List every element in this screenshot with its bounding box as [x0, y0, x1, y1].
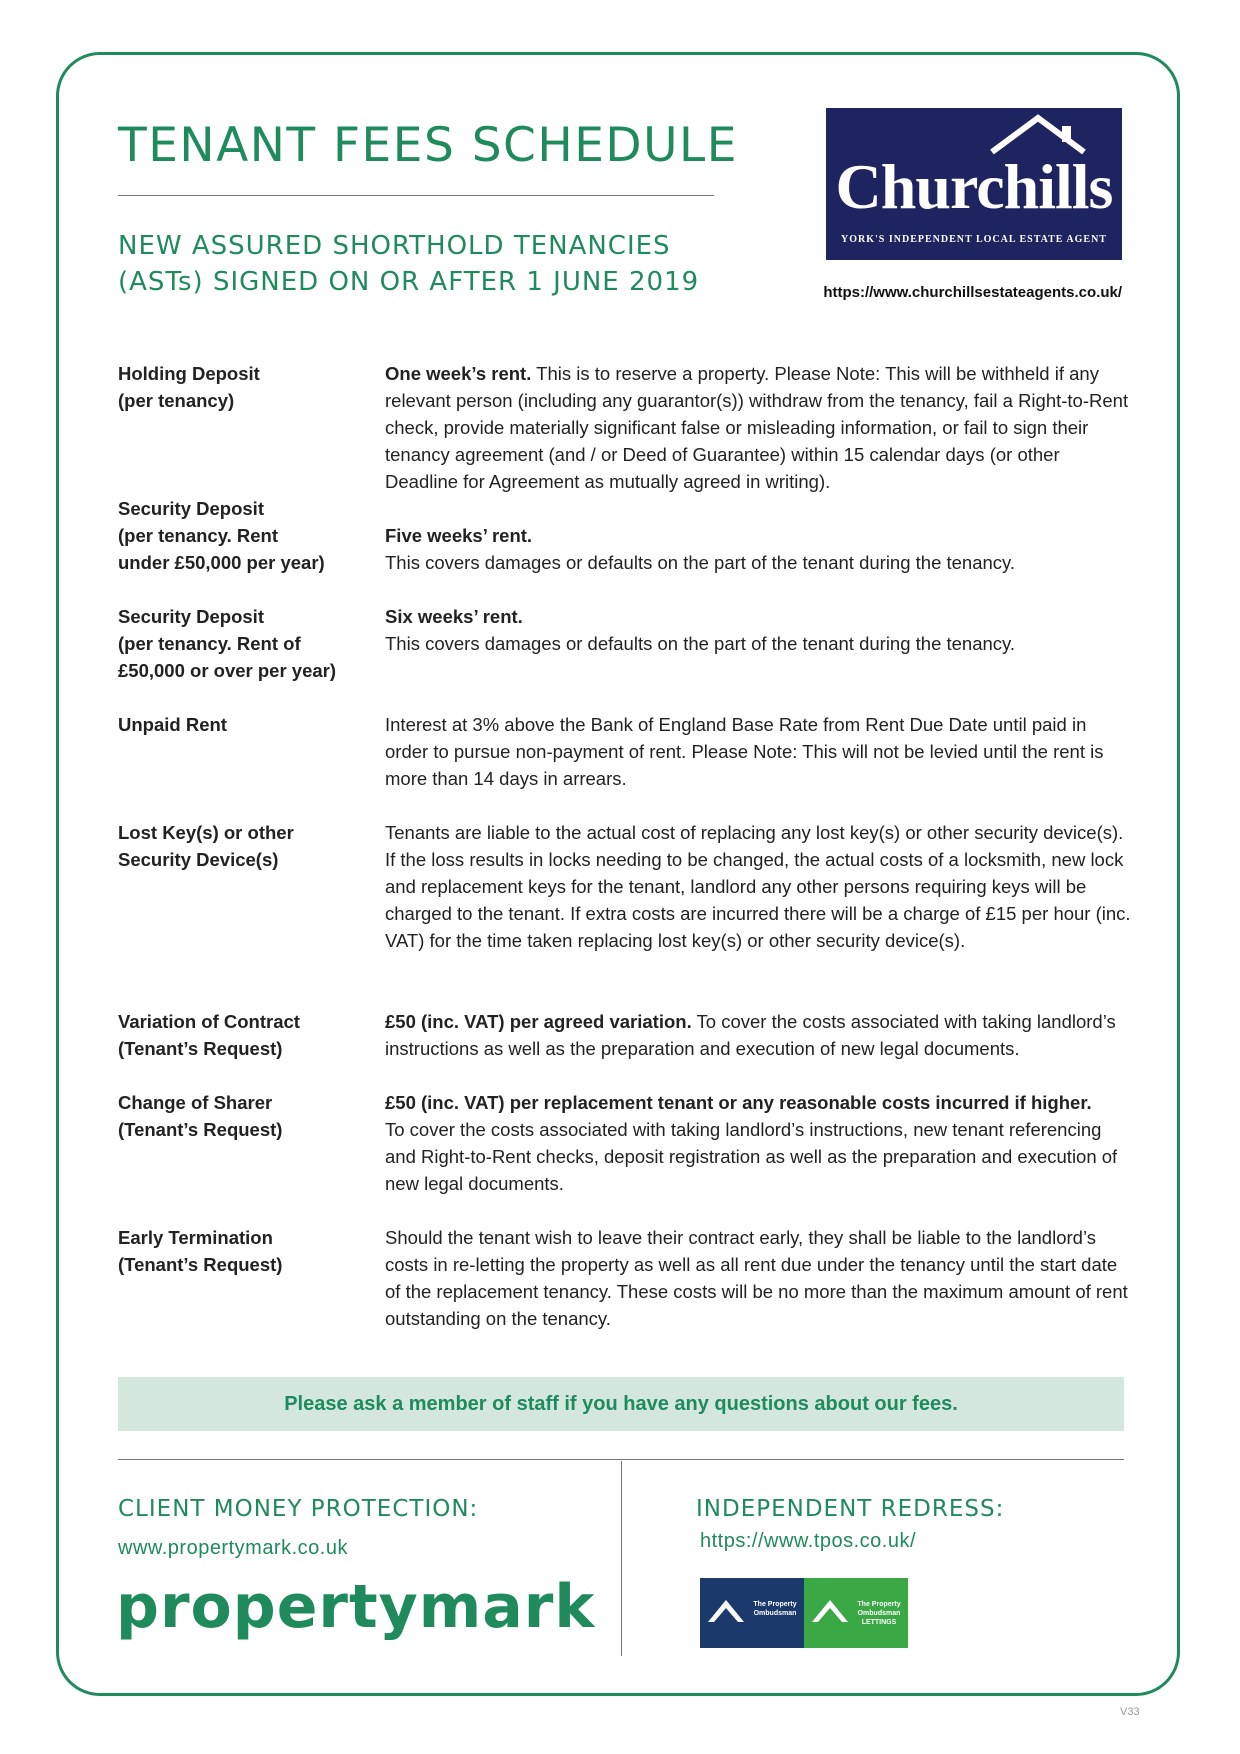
subtitle-line-1: NEW ASSURED SHORTHOLD TENANCIES — [118, 231, 671, 261]
fee-amount: Five weeks’ rent. — [385, 525, 533, 546]
fee-label: Change of Sharer (Tenant’s Request) — [118, 1092, 283, 1140]
footer-column-divider — [621, 1461, 622, 1656]
page-subtitle — [118, 228, 738, 300]
fee-label: Unpaid Rent — [118, 714, 227, 735]
fee-text: Should the tenant wish to leave their contract early, they shall be liable to the landlord’s costs in re-letting the property as well as all rent due under the tenancy until the start date of the replacement tenancy. These costs will be no more than the maximum amount of rent outstanding on the tenancy. — [385, 1227, 1128, 1329]
ombudsman-roof-icon — [804, 1578, 852, 1648]
fee-description — [385, 522, 1131, 576]
fee-text: This covers damages or defaults on the part of the tenant during the tenancy. — [385, 552, 1016, 573]
fee-label: Security Deposit (per tenancy. Rent of £50,000 or over per year) — [118, 606, 337, 681]
ombudsman-roof-icon — [700, 1578, 748, 1648]
subtitle-line-2: (ASTs) SIGNED ON OR AFTER 1 JUNE 2019 — [118, 267, 700, 297]
fee-description — [385, 360, 1131, 495]
fee-label: Variation of Contract (Tenant’s Request) — [118, 1011, 300, 1059]
fee-amount: £50 (inc. VAT) per agreed variation. — [385, 1011, 692, 1032]
fee-description — [385, 603, 1131, 657]
footer-divider — [118, 1459, 1124, 1460]
fee-amount: One week’s rent. — [385, 363, 532, 384]
fee-description — [385, 819, 1131, 954]
tpo-badge-text: The Property Ombudsman — [753, 1601, 797, 1617]
fee-text: To cover the costs associated with taking landlord’s instructions, new tenant referencing and Right-to-Rent checks, deposit registration as well as the preparation and execution of new legal documents. — [385, 1119, 1118, 1194]
logo-wordmark: Churchills — [835, 151, 1113, 222]
fee-amount: £50 (inc. VAT) per replacement tenant or any reasonable costs incurred if higher. — [385, 1092, 1092, 1113]
tpos-link[interactable]: https://www.tpos.co.uk/ — [700, 1530, 917, 1552]
questions-notice: Please ask a member of staff if you have any questions about our fees. — [118, 1377, 1124, 1431]
title-divider — [118, 195, 714, 196]
fee-amount: Six weeks’ rent. — [385, 606, 523, 627]
fee-description — [385, 1008, 1131, 1062]
fee-text: Tenants are liable to the actual cost of replacing any lost key(s) or other security device(s). If the loss results in locks needing to be changed, the actual costs of a locksmith, new lock and replacement keys for the tenant, landlord any other persons requiring keys will be charged to the tenant. If extra costs are incurred there will be a charge of £15 per hour (inc. VAT) for the time taken replacing lost key(s) or other security device(s). — [385, 822, 1131, 951]
fee-text: This covers damages or defaults on the part of the tenant during the tenancy. — [385, 633, 1016, 654]
website-link[interactable]: https://www.churchillsestateagents.co.uk/ — [823, 284, 1122, 301]
independent-redress-heading: INDEPENDENT REDRESS: — [696, 1496, 1005, 1522]
fee-description — [385, 711, 1131, 792]
fee-label: Early Termination (Tenant’s Request) — [118, 1227, 283, 1275]
tpo-lettings-badge-text: The Property Ombudsman LETTINGS — [857, 1601, 901, 1626]
fee-description — [385, 1224, 1131, 1332]
fee-description — [385, 1089, 1131, 1197]
fee-text: This is to reserve a property. Please Note: This will be withheld if any relevant person (including any guarantor(s)) withdraw from the tenancy, fail a Right-to-Rent check, provide materially significant false or misleading information, or fail to sign their tenancy agreement (and / or Deed of Guarantee) within 15 calendar days (or other Deadline for Agreement as mutually agreed in writing). — [385, 363, 1129, 492]
churchills-logo — [826, 108, 1122, 260]
tpo-badge — [700, 1578, 804, 1648]
version-label: V33 — [1120, 1706, 1140, 1718]
propertymark-link[interactable]: www.propertymark.co.uk — [118, 1537, 348, 1559]
propertymark-logo: propertymark — [116, 1572, 596, 1642]
tpo-lettings-badge — [804, 1578, 908, 1648]
fee-label: Lost Key(s) or other Security Device(s) — [118, 822, 294, 870]
page-title: TENANT FEES SCHEDULE — [118, 118, 738, 173]
fee-label: Security Deposit (per tenancy. Rent under £50,000 per year) — [118, 498, 325, 573]
logo-tagline: YORK'S INDEPENDENT LOCAL ESTATE AGENT — [841, 234, 1107, 245]
fee-text: Interest at 3% above the Bank of England Base Rate from Rent Due Date until paid in order to pursue non-payment of rent. Please Note: This will not be levied until the rent is more than 14 days in arrears. — [385, 714, 1104, 789]
client-money-protection-heading: CLIENT MONEY PROTECTION: — [118, 1496, 479, 1522]
fee-label: Holding Deposit (per tenancy) — [118, 363, 260, 411]
fee-text: To cover the costs associated with taking landlord’s instructions as well as the preparation and execution of new legal documents. — [385, 1011, 1116, 1059]
